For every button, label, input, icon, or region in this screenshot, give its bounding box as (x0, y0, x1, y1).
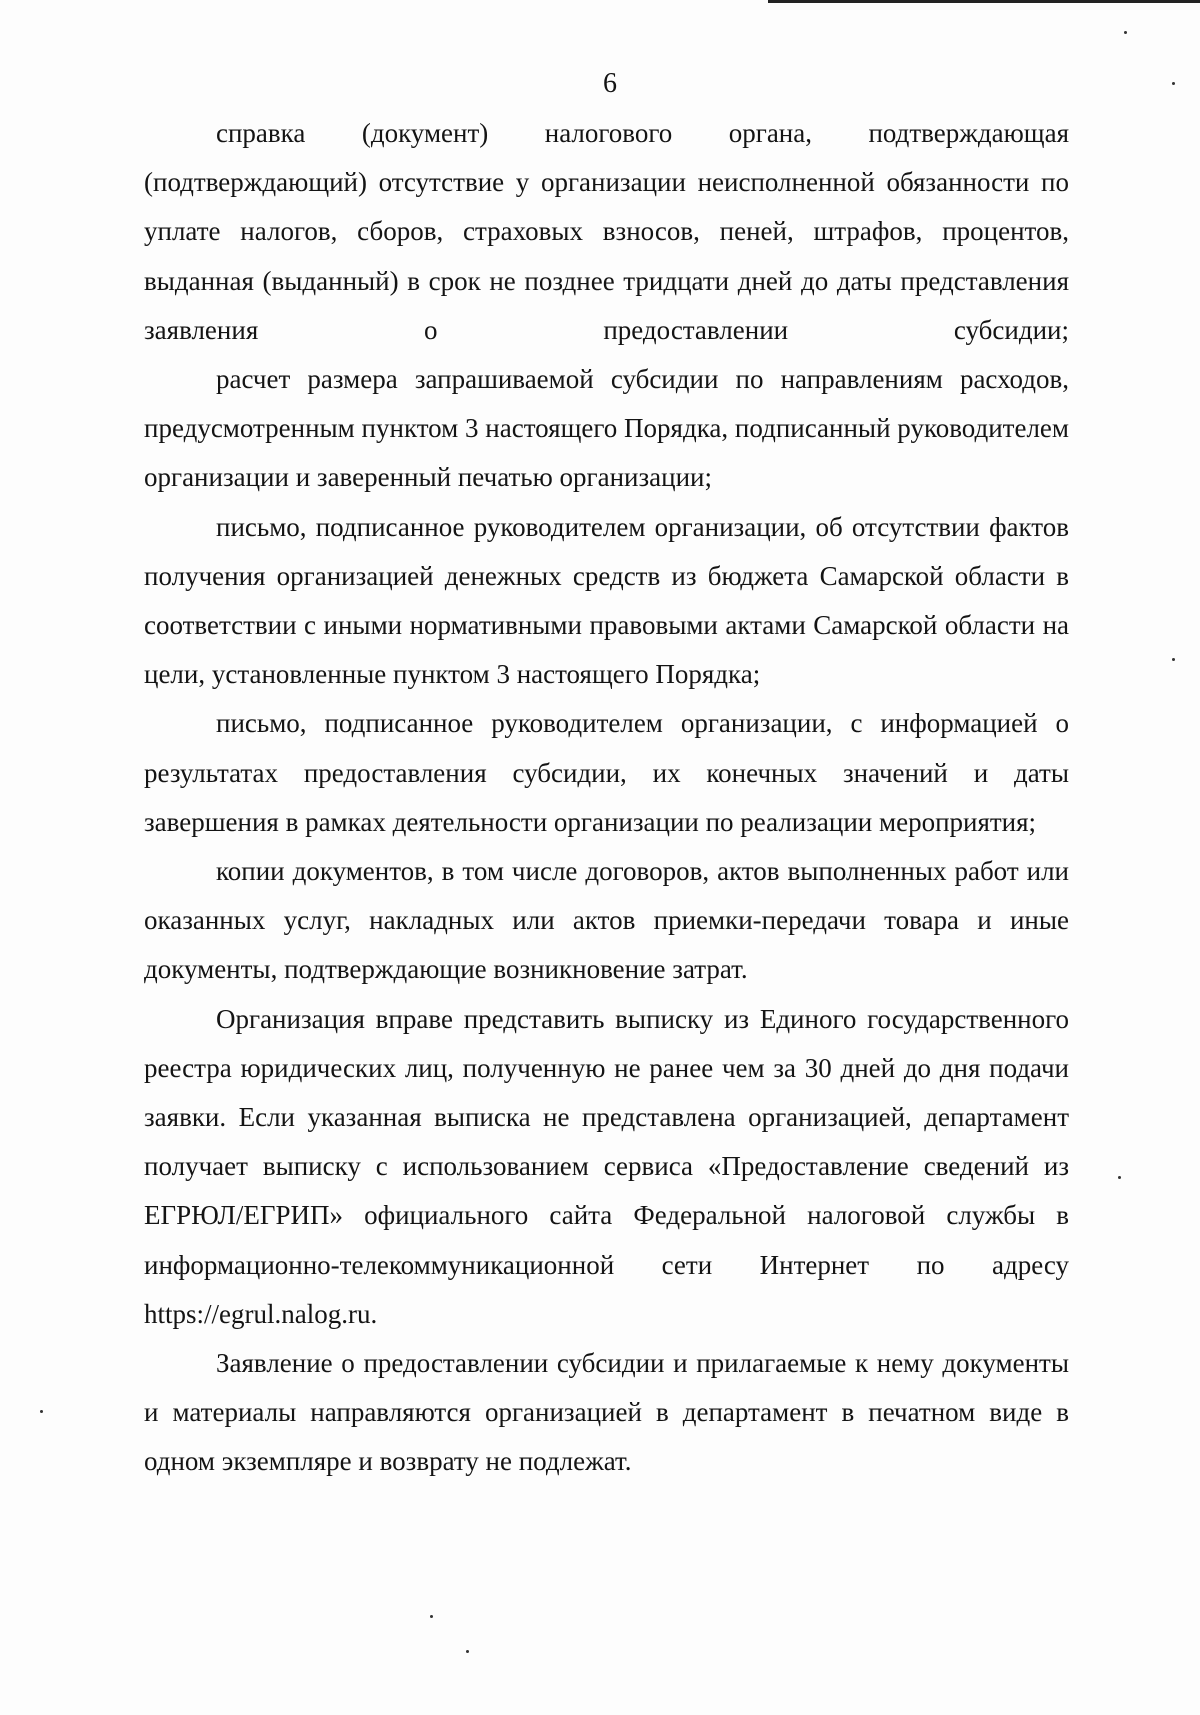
document-body (144, 109, 1069, 1487)
scan-speck (466, 1650, 469, 1653)
scan-speck (1124, 31, 1127, 34)
paragraph-document-copies: копии документов, в том числе договоров, актов выполненных работ или оказанных услуг, накладных или актов приемки-передачи товара и иные документы, подтверждающие возникновение затрат. (144, 856, 1069, 985)
scan-speck (1172, 82, 1175, 85)
paragraph-letter-no-funds: письмо, подписанное руководителем организации, об отсутствии фактов получения организацией денежных средств из бюджета Самарской области в соответствии с иными нормативными правовыми актами Самарской области на цели, установленные пунктом 3 настоящего Порядка; (144, 511, 1069, 690)
scan-speck (1172, 658, 1175, 661)
paragraph-submission: Заявление о предоставлении субсидии и прилагаемые к нему документы и материалы направляются организацией в департамент в печатном виде в одном экземпляре и возврату не подлежат. (144, 1348, 1069, 1477)
scan-speck (1118, 1176, 1121, 1179)
page-number: 6 (603, 68, 617, 99)
scan-speck (40, 1410, 43, 1413)
scan-speck (430, 1615, 433, 1618)
paragraph-subsidy-calculation: расчет размера запрашиваемой субсидии по направлениям расходов, предусмотренным пунктом 3 настоящего Порядка, подписанный руководителем организации и заверенный печатью организации; (144, 364, 1069, 493)
paragraph-tax-certificate: справка (документ) налогового органа, подтверждающая (подтверждающий) отсутствие у организации неисполненной обязанности по уплате налогов, сборов, страховых взносов, пеней, штрафов, процентов, выданная (выданный) в срок не позднее тридцати дней до даты представления заявления о предоставлении субсидии; (144, 118, 1069, 345)
paragraph-letter-results: письмо, подписанное руководителем организации, с информацией о результатах предоставления субсидии, их конечных значений и даты завершения в рамках деятельности организации по реализации мероприятия; (144, 708, 1069, 837)
top-edge-line (768, 0, 1200, 3)
paragraph-egrul-extract: Организация вправе представить выписку из Единого государственного реестра юридических лиц, полученную не ранее чем за 30 дней до дня подачи заявки. Если указанная выписка не представлена организацией, департамент получает выписку с использованием сервиса «Предоставление сведений из ЕГРЮЛ/ЕГРИП» официального сайта Федеральной налоговой службы в информационно-телекоммуникационной сети Интернет по адресу https://egrul.nalog.ru. (144, 1003, 1069, 1329)
